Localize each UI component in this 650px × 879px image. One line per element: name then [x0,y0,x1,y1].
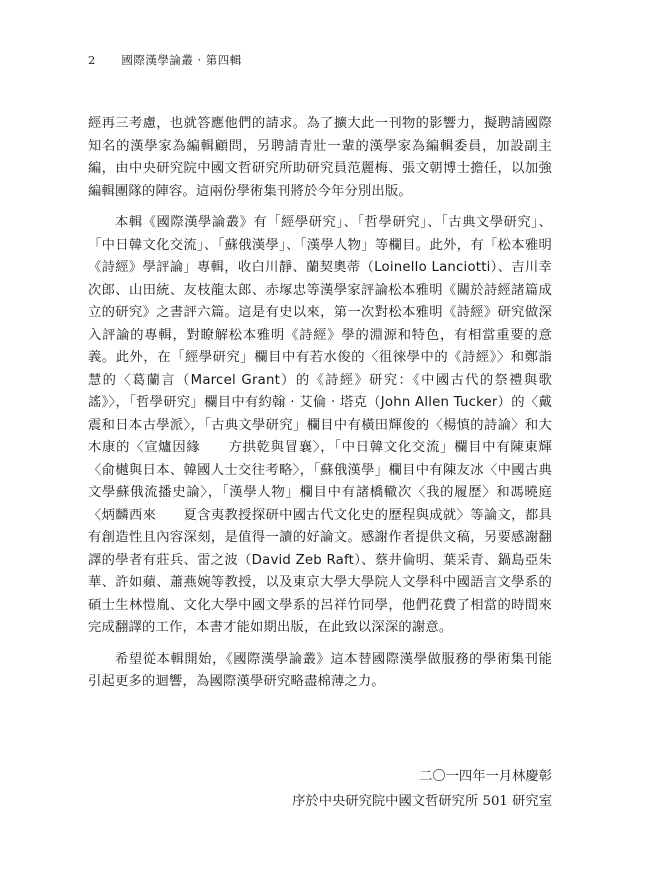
page-number: 2 [88,53,96,67]
preface-body [88,113,552,694]
paragraph-contents-overview: 本輯《國際漢學論叢》有「經學研究」、「哲學研究」、「古典文學研究」、「中日韓文化交流」、「蘇俄漢學」、「漢學人物」等欄目。此外，有「松本雅明《詩經》學評論」專輯，收白川靜、蘭契奧蒂（Loinello Lanciotti）、吉川幸次郎、山田統、友枝龍太郎、赤塚忠等漢學家評論松本雅明《關於詩經諸篇成立的研究》之書評六篇。這是有史以來，第一次對松本雅明《詩經》研究做深入評論的專輯，對瞭解松本雅明《詩經》學的淵源和特色，有相當重要的意義。此外，在「經學研究」欄目中有若水俊的〈徂徠學中的《詩經》〉和鄭詣慧的〈葛蘭言（Marcel Grant）的《詩經》研究：《中國古代的祭禮與歌謠》〉，「哲學研究」欄目中有約翰 · 艾倫 · 塔克（John Allen Tucker）的〈戴震和日本古學派〉，「古典文學研究」欄目中有橫田輝俊的〈楊慎的詩論〉和大木康的〈宣爐因緣 方拱乾與冒襄〉，「中日韓文化交流」欄目中有陳東輝〈俞樾與日本、韓國人士交往考略〉，「蘇俄漢學」欄目中有陳友冰〈中國古典文學蘇俄流播史論〉，「漢學人物」欄目中有諸橋轍次〈我的履歷〉和馮曉庭〈炳麟西來 夏含夷教授探研中國古代文化史的歷程與成就〉等論文，都具有創造性且內容深刻，是值得一讀的好論文。感謝作者提供文稿，另要感謝翻譯的學者有莊兵、雷之波（David Zeb Raft）、蔡井倫明、葉采青、鍋島亞朱華、許如蘋、蕭燕婉等教授，以及東京大學大學院人文學科中國語言文學系的碩士生林愷胤、文化大學中國文學系的呂祥竹同學，他們花費了相當的時間來完成翻譯的工作，本書才能如期出版，在此致以深深的謝意。 [88,215,552,635]
signature-place: 序於中央研究院中國文哲研究所 501 研究室 [292,794,552,809]
running-header [88,50,242,70]
paragraph-closing-wish: 希望從本輯開始，《國際漢學論叢》這本替國際漢學做服務的學術集刊能引起更多的迴響，為國際漢學研究略盡棉薄之力。 [88,651,552,689]
book-title: 國際漢學論叢 · 第四輯 [121,53,242,67]
signature-date-author: 二〇一四年一月林慶彰 [419,769,552,784]
paragraph-continuation: 經再三考慮，也就答應他們的請求。為了擴大此一刊物的影響力，擬聘請國際知名的漢學家為編輯顧問，另聘請青壯一輩的漢學家為編輯委員，加設副主編，由中央研究院中國文哲研究所助研究員范麗梅、張文朝博士擔任，以加強編輯團隊的陣容。這兩份學術集刊將於今年分別出版。 [88,116,552,199]
